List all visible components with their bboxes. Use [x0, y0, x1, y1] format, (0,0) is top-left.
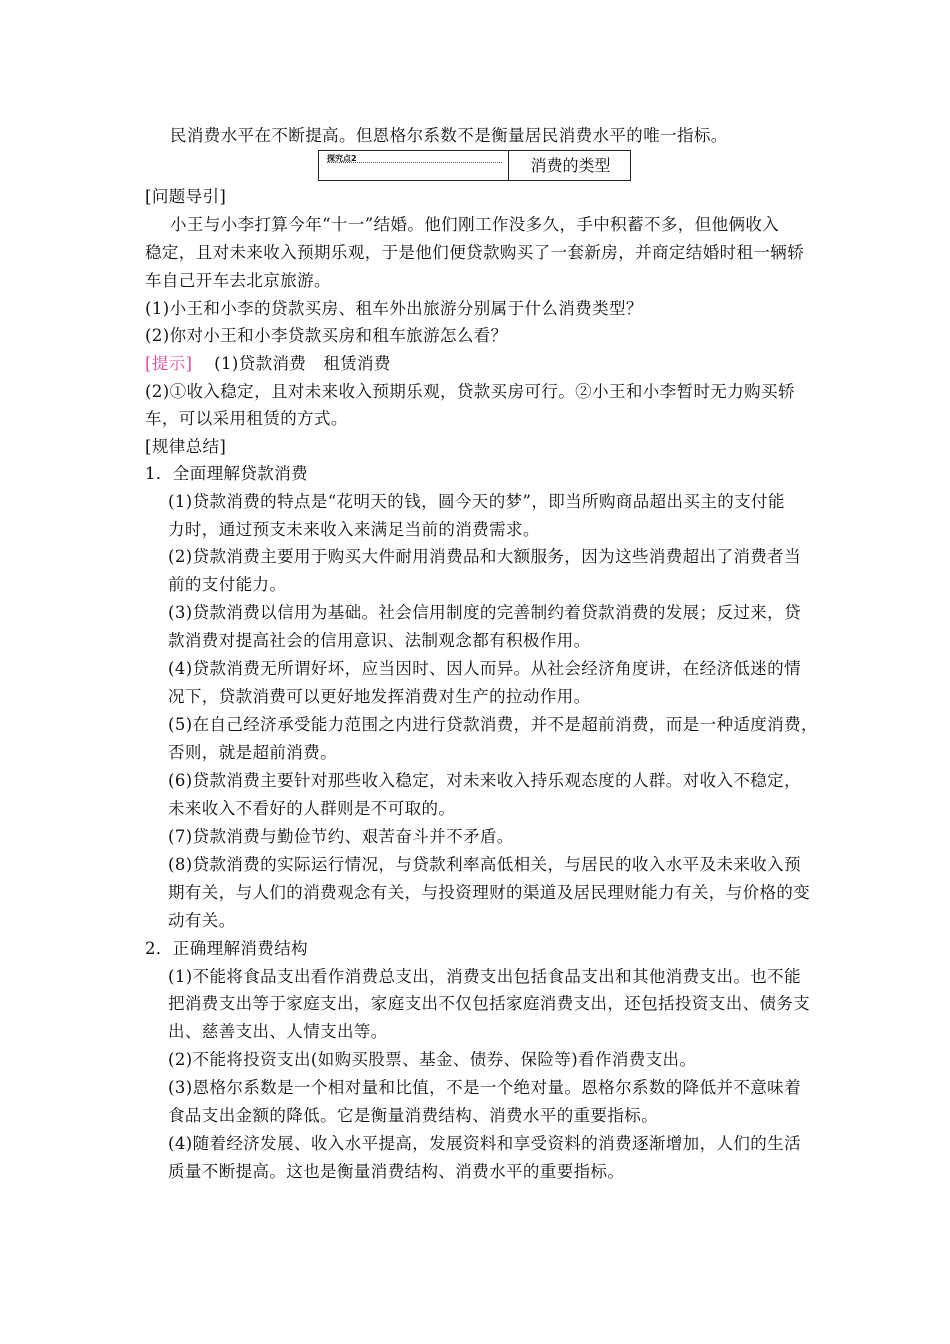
intro-line: 民消费水平在不断提高。但恩格尔系数不是衡量居民消费水平的唯一指标。: [170, 126, 728, 145]
section-2-title: 2．正确理解消费结构: [145, 939, 308, 958]
section-tag-cell: [319, 151, 509, 180]
question-heading: [问题导引]: [145, 187, 227, 206]
section-1-line: 期有关，与人们的消费观念有关，与投资理财的渠道及居民理财能力有关，与价格的变: [168, 883, 811, 902]
section-2-line: 出、慈善支出、人情支出等。: [168, 1022, 388, 1041]
section-1-line: (3)贷款消费以信用为基础。社会信用制度的完善制约着贷款消费的发展；反过来，贷: [168, 603, 801, 622]
question-1: (1)小王和小李的贷款买房、租车外出旅游分别属于什么消费类型？: [145, 299, 643, 318]
section-1-line: (1)贷款消费的特点是“花明天的钱，圆今天的梦”，即当所购商品超出买主的支付能: [168, 492, 785, 511]
section-2-line: (1)不能将食品支出看作消费总支出，消费支出包括食品支出和其他消费支出。也不能: [168, 967, 801, 986]
scenario-line: 车自己开车去北京旅游。: [145, 271, 331, 290]
hint-answer-1: (1)贷款消费 租赁消费: [214, 354, 391, 373]
section-1-line: (6)贷款消费主要针对那些收入稳定，对未来收入持乐观态度的人群。对收入不稳定，: [168, 771, 801, 790]
section-1-line: (7)贷款消费与勤俭节约、艰苦奋斗并不矛盾。: [168, 827, 514, 846]
section-1-line: 动有关。: [168, 911, 236, 930]
section-1-line: (2)贷款消费主要用于购买大件耐用消费品和大额服务，因为这些消费超出了消费者当: [168, 547, 801, 566]
section-1-line: 否则，就是超前消费。: [168, 743, 337, 762]
section-1-line: (8)贷款消费的实际运行情况，与贷款利率高低相关，与居民的收入水平及未来收入预: [168, 855, 801, 874]
section-title: 消费的类型: [530, 156, 611, 175]
section-2-line: (4)随着经济发展、收入水平提高，发展资料和享受资料的消费逐渐增加，人们的生活: [168, 1134, 801, 1153]
section-1-line: 未来收入不看好的人群则是不可取的。: [168, 799, 456, 818]
hint-answer-2-line: 车，可以采用租赁的方式。: [145, 409, 348, 428]
section-2-line: 质量不断提高。这也是衡量消费结构、消费水平的重要指标。: [168, 1162, 625, 1181]
section-2-line: (3)恩格尔系数是一个相对量和比值，不是一个绝对量。恩格尔系数的降低并不意味着: [168, 1078, 801, 1097]
summary-heading: [规律总结]: [145, 437, 227, 456]
hint-line: [145, 350, 810, 374]
scenario-line: 小王与小李打算今年“十一”结婚。他们刚工作没多久，手中积蓄不多，但他俩收入: [170, 215, 780, 234]
section-header-box: [318, 150, 631, 181]
hint-label: [提示]: [145, 354, 193, 373]
section-1-line: (5)在自己经济承受能力范围之内进行贷款消费，并不是超前消费，而是一种适度消费，: [168, 715, 818, 734]
section-1-line: 力时，通过预支未来收入来满足当前的消费需求。: [168, 520, 540, 539]
section-2-line: 食品支出金额的降低。它是衡量消费结构、消费水平的重要指标。: [168, 1106, 659, 1125]
section-2-line: (2)不能将投资支出(如购买股票、基金、债券、保险等)看作消费支出。: [168, 1050, 697, 1069]
scenario-line: 稳定，且对未来收入预期乐观，于是他们便贷款购买了一套新房，并商定结婚时租一辆轿: [145, 243, 805, 262]
section-1-line: 款消费对提高社会的信用意识、法制观念都有积极作用。: [168, 631, 591, 650]
section-1-line: 前的支付能力。: [168, 575, 287, 594]
hint-answer-2-line: (2)①收入稳定，且对未来收入预期乐观，贷款买房可行。②小王和小李暂时无力购买轿: [145, 382, 795, 401]
question-2: (2)你对小王和小李贷款买房和租车旅游怎么看？: [145, 326, 508, 345]
section-1-line: (4)贷款消费无所谓好坏，应当因时、因人而异。从社会经济角度讲，在经济低迷的情: [168, 659, 801, 678]
section-2-line: 把消费支出等于家庭支出，家庭支出不仅包括家庭消费支出，还包括投资支出、债务支: [168, 994, 811, 1013]
section-1-line: 况下，贷款消费可以更好地发挥消费对生产的拉动作用。: [168, 687, 591, 706]
tag-underline: [327, 162, 502, 163]
section-1-title: 1．全面理解贷款消费: [145, 464, 308, 483]
section-tag: 探究点2: [327, 154, 357, 163]
